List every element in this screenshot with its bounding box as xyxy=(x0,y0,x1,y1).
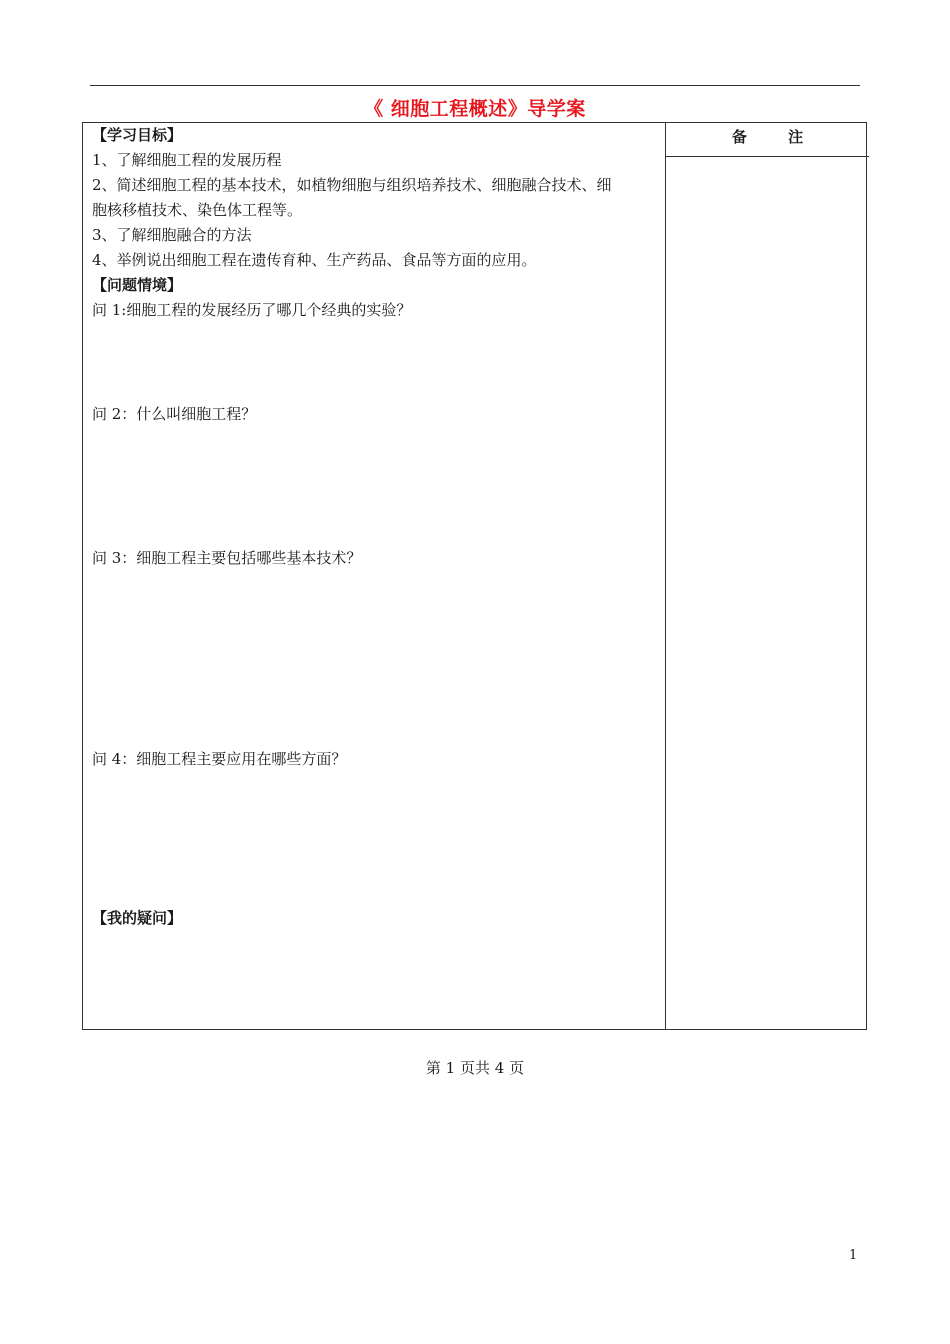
question-4: 问 4：细胞工程主要应用在哪些方面？ xyxy=(92,750,347,768)
question-1: 问 1:细胞工程的发展经历了哪几个经典的实验？ xyxy=(92,301,412,319)
my-questions-heading: 【我的疑问】 xyxy=(92,909,183,927)
objective-item-3: 3、了解细胞融合的方法 xyxy=(92,226,252,244)
question-2: 问 2：什么叫细胞工程？ xyxy=(92,405,257,423)
objective-item-2-continued: 胞核移植技术、染色体工程等。 xyxy=(92,201,303,219)
worksheet-table xyxy=(82,122,867,1030)
page-number: 1 xyxy=(849,1248,858,1263)
question-3: 问 3：细胞工程主要包括哪些基本技术？ xyxy=(92,549,362,567)
notes-header: 备 注 xyxy=(666,123,869,157)
problems-heading: 【问题情境】 xyxy=(92,276,183,294)
page-footer: 第 1 页共 4 页 xyxy=(425,1059,525,1077)
objective-item-4: 4、举例说出细胞工程在遗传育种、生产药品、食品等方面的应用。 xyxy=(92,251,537,269)
document-title: 《 细胞工程概述》导学案 xyxy=(364,98,586,120)
notes-column xyxy=(666,123,866,1029)
objectives-heading: 【学习目标】 xyxy=(92,126,183,144)
objective-item-2: 2、简述细胞工程的基本技术，如植物细胞与组织培养技术、细胞融合技术、细 xyxy=(92,176,612,194)
main-content-column xyxy=(83,123,666,1029)
objective-item-1: 1、了解细胞工程的发展历程 xyxy=(92,151,282,169)
header-rule xyxy=(90,85,860,86)
